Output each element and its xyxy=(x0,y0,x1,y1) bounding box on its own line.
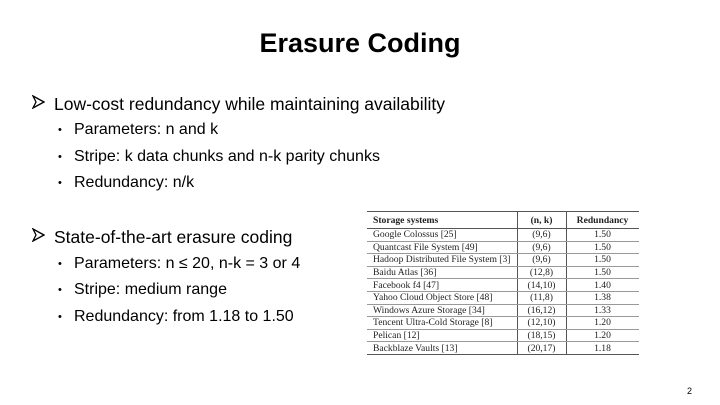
bullet-text: State-of-the-art erasure coding xyxy=(54,227,293,247)
cell-system: Pelican [12] xyxy=(367,329,517,342)
sub-bullet-text: Parameters: n ≤ 20, n-k = 3 or 4 xyxy=(74,255,301,272)
cell-nk: (20,17) xyxy=(517,342,566,355)
cell-system: Hadoop Distributed File System [3] xyxy=(367,254,517,267)
cell-redundancy: 1.50 xyxy=(566,229,639,242)
bullet-state-of-the-art xyxy=(32,227,292,248)
cell-nk: (9,6) xyxy=(517,254,566,267)
cell-redundancy: 1.50 xyxy=(566,241,639,254)
dot-bullet-icon: • xyxy=(58,124,62,136)
cell-nk: (9,6) xyxy=(517,241,566,254)
sub-bullet-text: Redundancy: from 1.18 to 1.50 xyxy=(74,308,294,325)
table-header-row xyxy=(367,212,639,229)
dot-bullet-icon: • xyxy=(58,311,62,323)
table-row xyxy=(367,241,639,254)
cell-nk: (12,10) xyxy=(517,317,566,330)
cell-system: Baidu Atlas [36] xyxy=(367,266,517,279)
cell-system: Quantcast File System [49] xyxy=(367,241,517,254)
cell-system: Tencent Ultra-Cold Storage [8] xyxy=(367,317,517,330)
sub-bullet-text: Stripe: medium range xyxy=(74,281,227,298)
dot-bullet-icon: • xyxy=(58,151,62,163)
column-header-storage-systems: Storage systems xyxy=(367,212,517,229)
slide-title: Erasure Coding xyxy=(259,28,461,58)
cell-nk: (18,15) xyxy=(517,329,566,342)
sub-bullet-text: Parameters: n and k xyxy=(74,121,219,138)
table-row xyxy=(367,342,639,355)
dot-bullet-icon: • xyxy=(58,177,62,189)
cell-nk: (9,6) xyxy=(517,229,566,242)
dot-bullet-icon: • xyxy=(58,284,62,296)
cell-redundancy: 1.20 xyxy=(566,329,639,342)
column-header-nk: (n, k) xyxy=(517,212,566,229)
bullet-text: Low-cost redundancy while maintaining availability xyxy=(54,94,446,114)
sub-bullet-text: Stripe: k data chunks and n-k parity chunks xyxy=(74,148,380,165)
storage-systems-table xyxy=(367,211,639,355)
cell-nk: (12,8) xyxy=(517,266,566,279)
dot-bullet-icon: • xyxy=(58,258,62,270)
cell-redundancy: 1.18 xyxy=(566,342,639,355)
table-row xyxy=(367,279,639,292)
sub-bullet-parameters xyxy=(58,121,218,139)
cell-redundancy: 1.50 xyxy=(566,254,639,267)
table-row xyxy=(367,329,639,342)
cell-redundancy: 1.50 xyxy=(566,266,639,279)
cell-redundancy: 1.38 xyxy=(566,291,639,304)
cell-system: Windows Azure Storage [34] xyxy=(367,304,517,317)
cell-redundancy: 1.20 xyxy=(566,317,639,330)
page-number: 2 xyxy=(686,386,692,396)
table-row xyxy=(367,254,639,267)
sub-bullet-redundancy xyxy=(58,308,294,326)
arrow-bullet-icon xyxy=(32,95,46,114)
cell-system: Yahoo Cloud Object Store [48] xyxy=(367,291,517,304)
cell-nk: (16,12) xyxy=(517,304,566,317)
sub-bullet-parameters xyxy=(58,255,300,273)
sub-bullet-redundancy xyxy=(58,174,194,192)
sub-bullet-stripe xyxy=(58,281,227,299)
cell-system: Backblaze Vaults [13] xyxy=(367,342,517,355)
cell-nk: (14,10) xyxy=(517,279,566,292)
column-header-redundancy: Redundancy xyxy=(566,212,639,229)
table-row xyxy=(367,291,639,304)
cell-redundancy: 1.33 xyxy=(566,304,639,317)
table-row xyxy=(367,304,639,317)
cell-nk: (11,8) xyxy=(517,291,566,304)
table-row xyxy=(367,317,639,330)
bullet-low-cost-redundancy xyxy=(32,94,445,115)
arrow-bullet-icon xyxy=(32,228,46,247)
sub-bullet-stripe xyxy=(58,148,380,166)
sub-bullet-text: Redundancy: n/k xyxy=(74,174,195,191)
table-row xyxy=(367,266,639,279)
table-row xyxy=(367,229,639,242)
cell-redundancy: 1.40 xyxy=(566,279,639,292)
cell-system: Google Colossus [25] xyxy=(367,229,517,242)
cell-system: Facebook f4 [47] xyxy=(367,279,517,292)
